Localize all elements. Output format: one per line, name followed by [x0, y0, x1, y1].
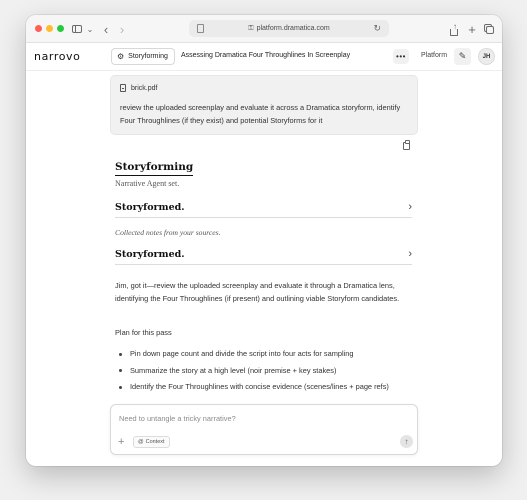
list-item: Identify the Four Throughlines with concise evidence (scenes/lines + page refs) — [119, 382, 419, 399]
close-window-button[interactable] — [35, 25, 42, 32]
assistant-reply-text: Jim, got it—review the uploaded screenplay and evaluate it through a Dramatica lens, identifying the Four Throughlines (if present) and outlining viable Storyform candidates. — [115, 281, 400, 303]
browser-toolbar — [26, 15, 502, 43]
attachment-name: brick.pdf — [131, 84, 158, 92]
storyforming-subtitle: Narrative Agent set. — [115, 179, 180, 188]
share-icon[interactable]: ↑ — [448, 21, 460, 37]
storyformed-row-title: Storyformed. — [115, 202, 185, 213]
platform-link[interactable]: Platform — [421, 52, 448, 59]
list-item: Summarize the story at a high level (noir premise + key stakes) — [119, 366, 419, 383]
forward-icon[interactable]: › — [119, 21, 125, 37]
chevron-right-icon: › — [408, 248, 412, 260]
storyformed-row-1[interactable] — [115, 198, 412, 218]
list-item: Pin down page count and divide the script into four acts for sampling — [119, 349, 419, 366]
gear-icon: ⚙ — [117, 52, 125, 61]
chevron-right-icon: › — [408, 201, 412, 213]
copy-icon[interactable] — [403, 142, 410, 150]
edit-icon[interactable]: ✎ — [454, 48, 471, 65]
back-icon[interactable]: ‹ — [103, 21, 109, 37]
plan-list — [119, 349, 419, 399]
mode-label: Storyforming — [128, 53, 168, 60]
minimize-window-button[interactable] — [46, 25, 53, 32]
user-message-text: review the uploaded screenplay and evaluate it across a Dramatica storyform, identify Four Throughlines (if they exist) and potential Storyforms for it — [120, 103, 401, 125]
context-button[interactable] — [133, 436, 170, 448]
collected-notes-text: Collected notes from your sources. — [115, 228, 221, 237]
reload-icon[interactable]: ↻ — [373, 23, 381, 33]
storyformed-row-title: Storyformed. — [115, 249, 185, 260]
user-message-bubble — [110, 75, 418, 135]
context-label: Context — [145, 439, 165, 445]
storyformed-row-2[interactable] — [115, 245, 412, 265]
composer — [110, 404, 418, 455]
app-header — [26, 43, 502, 71]
more-options-button[interactable]: ••• — [393, 49, 409, 64]
avatar[interactable]: JH — [478, 48, 495, 65]
app-logo[interactable]: narrovo — [34, 50, 81, 63]
url-text: platform.dramatica.com — [256, 25, 330, 32]
at-icon: @ — [138, 439, 144, 445]
send-button[interactable]: ↑ — [400, 435, 413, 448]
plan-label: Plan for this pass — [115, 328, 172, 337]
zoom-window-button[interactable] — [57, 25, 64, 32]
attachment-chip[interactable] — [120, 84, 157, 92]
add-attachment-button[interactable]: + — [118, 436, 125, 448]
sidebar-toggle-icon[interactable] — [70, 21, 84, 37]
page-icon — [197, 24, 204, 33]
message-input[interactable] — [119, 412, 409, 424]
mode-selector-button[interactable] — [111, 48, 175, 65]
conversation-title: Assessing Dramatica Four Throughlines In Screenplay — [181, 52, 351, 59]
address-bar[interactable] — [189, 20, 389, 37]
new-tab-icon[interactable]: + — [468, 21, 476, 37]
storyforming-heading: Storyforming — [115, 161, 193, 176]
tab-group-chevron-icon[interactable]: ⌄ — [86, 24, 94, 34]
lock-icon: ⚿ — [248, 24, 254, 32]
tab-overview-icon[interactable] — [483, 21, 495, 37]
file-icon — [120, 84, 126, 92]
browser-window — [26, 15, 502, 466]
